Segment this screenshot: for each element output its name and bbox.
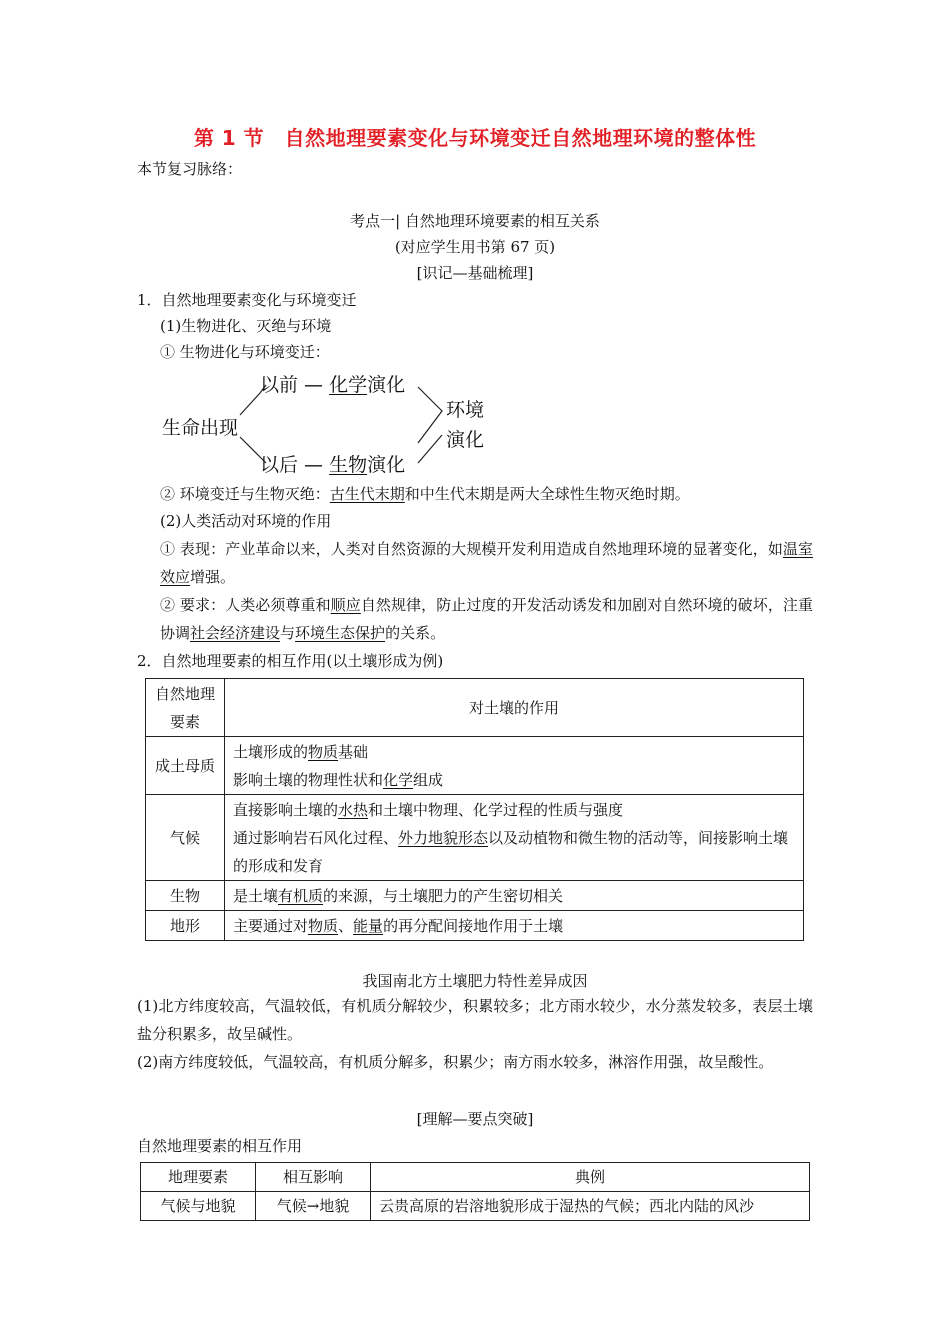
review-outline-label: 本节复习脉络： bbox=[137, 160, 243, 178]
interaction-table bbox=[140, 1162, 810, 1221]
header-examples: 典例 bbox=[371, 1163, 810, 1192]
item-requirement: ② 要求：人类必须尊重和顺应自然规律，防止过度的开发活动诱发和加剧对自然环境的破坏，注重协调社会经济建设与环境生态保护的关系。 bbox=[160, 596, 813, 642]
subsection-1-heading: (1)生物进化、灭绝与环境 bbox=[160, 317, 332, 335]
cell-example: 云贵高原的岩溶地貌形成于湿热的气候；西北内陆的风沙 bbox=[371, 1192, 810, 1221]
diagram-evolution: 演化 bbox=[446, 429, 485, 451]
item-extinction: ② 环境变迁与生物灭绝：古生代末期和中生代末期是两大全球性生物灭绝时期。 bbox=[160, 485, 690, 503]
answer-socioeconomic: 社会经济建设 bbox=[190, 624, 281, 642]
table-header-row bbox=[146, 679, 804, 737]
cell-climate-landform: 气候与地貌 bbox=[141, 1192, 256, 1221]
cell-climate-to-landform: 气候→地貌 bbox=[256, 1192, 371, 1221]
answer-biological: 生物 bbox=[329, 454, 368, 476]
table-row bbox=[141, 1192, 810, 1221]
row-name-terrain: 地形 bbox=[146, 911, 225, 941]
header-elements: 地理要素 bbox=[141, 1163, 256, 1192]
section-1-heading: 1．自然地理要素变化与环境变迁 bbox=[137, 291, 357, 309]
diagram-bottom-branch: 以后 — 生物演化 bbox=[260, 454, 406, 476]
table-row bbox=[146, 881, 804, 911]
book-reference: (对应学生用书第 67 页) bbox=[394, 238, 556, 256]
answer-eco-protection: 环境生态保护 bbox=[295, 624, 386, 642]
item-evolution-heading: ① 生物进化与环境变迁： bbox=[160, 343, 330, 361]
row-effect-parent-material: 土壤形成的物质基础 影响土壤的物理性状和化学组成 bbox=[225, 737, 804, 795]
soil-box-title: 我国南北方土壤肥力特性差异成因 bbox=[362, 972, 588, 990]
diagram-top-branch: 以前 — 化学演化 bbox=[260, 374, 406, 396]
diagram-environment: 环境 bbox=[446, 399, 485, 421]
row-name-parent-material: 成土母质 bbox=[146, 737, 225, 795]
section-tag-recall: [识记—基础梳理] bbox=[416, 264, 534, 282]
header-effect: 对土壤的作用 bbox=[225, 679, 804, 737]
diagram-life-appears: 生命出现 bbox=[162, 417, 239, 439]
soil-factors-table bbox=[145, 678, 804, 941]
row-effect-biology: 是土壤有机质的来源，与土壤肥力的产生密切相关 bbox=[225, 881, 804, 911]
item-manifestation: ① 表现：产业革命以来，人类对自然资源的大规模开发利用造成自然地理环境的显著变化，如温室效应增强。 bbox=[160, 540, 813, 586]
section-tag-understand: [理解—要点突破] bbox=[416, 1110, 534, 1128]
table-row bbox=[146, 737, 804, 795]
understand-heading: 自然地理要素的相互作用 bbox=[137, 1137, 303, 1155]
answer-greenhouse: 温室效应 bbox=[160, 540, 813, 586]
page-title: 第 1 节 自然地理要素变化与环境变迁自然地理环境的整体性 bbox=[193, 126, 757, 150]
kaodian-heading: 考点一| 自然地理环境要素的相互关系 bbox=[350, 212, 600, 230]
section-2-heading: 2．自然地理要素的相互作用(以土壤形成为例) bbox=[137, 652, 444, 670]
soil-box-north: (1)北方纬度较高，气温较低，有机质分解较少，积累较多；北方雨水较少，水分蒸发较多，表层土壤盐分积累多，故呈碱性。 bbox=[137, 997, 813, 1043]
row-effect-terrain: 主要通过对物质、能量的再分配间接地作用于土壤 bbox=[225, 911, 804, 941]
header-influence: 相互影响 bbox=[256, 1163, 371, 1192]
header-factor: 自然地理要素 bbox=[146, 679, 225, 737]
answer-conform: 顺应 bbox=[330, 596, 361, 614]
right-upper-brace-line bbox=[418, 387, 442, 443]
row-name-climate: 气候 bbox=[146, 795, 225, 881]
right-lower-brace-line bbox=[418, 435, 442, 463]
table-row bbox=[146, 795, 804, 881]
table-row bbox=[146, 911, 804, 941]
row-name-biology: 生物 bbox=[146, 881, 225, 911]
answer-chemical: 化学 bbox=[329, 374, 368, 396]
table-header-row bbox=[141, 1163, 810, 1192]
row-effect-climate: 直接影响土壤的水热和土壤中物理、化学过程的性质与强度 通过影响岩石风化过程、外力地貌形态以及动植物和微生物的活动等，间接影响土壤的形成和发育 bbox=[225, 795, 804, 881]
answer-paleozoic: 古生代末期 bbox=[329, 485, 405, 503]
subsection-2-heading: (2)人类活动对环境的作用 bbox=[160, 512, 332, 530]
soil-box-south: (2)南方纬度较低，气温较高，有机质分解多，积累少；南方雨水较多，淋溶作用强，故呈酸性。 bbox=[137, 1053, 774, 1071]
evolution-diagram bbox=[150, 365, 510, 480]
